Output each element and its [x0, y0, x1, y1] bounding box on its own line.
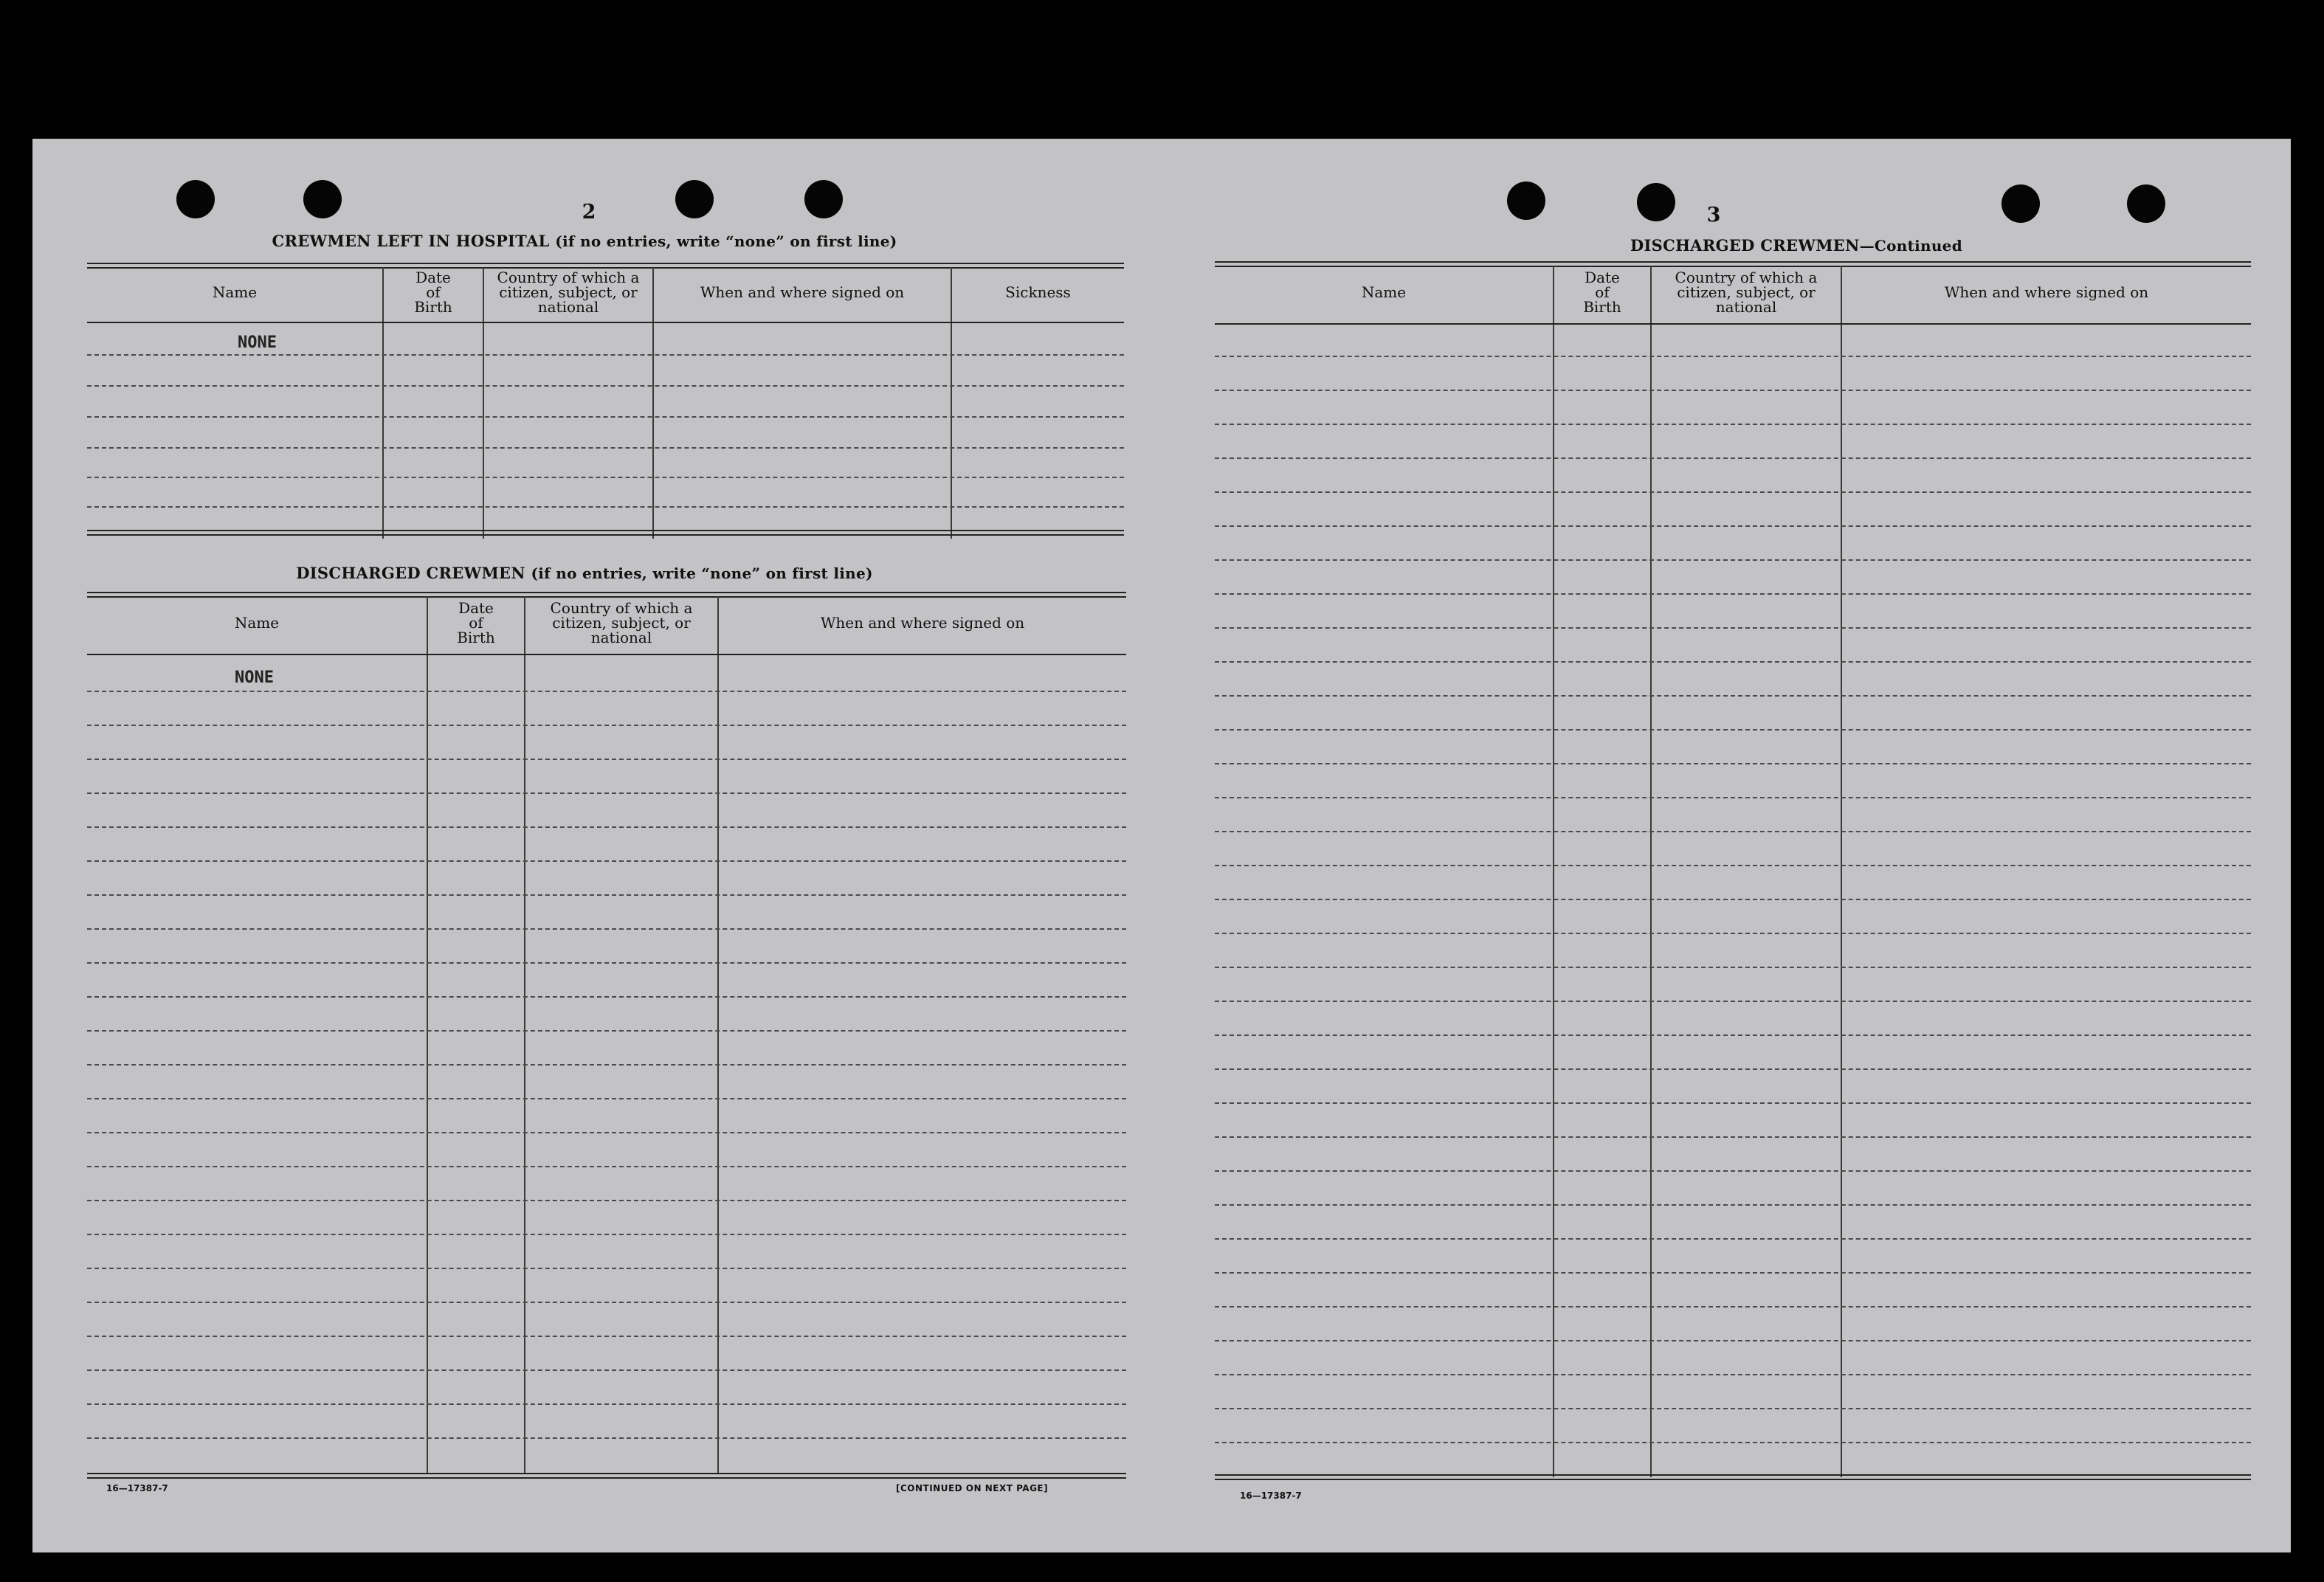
entry-line — [87, 1437, 1126, 1439]
column-header: Date of Birth — [414, 269, 452, 316]
entry-line — [87, 725, 1126, 726]
table-bottom-rule — [87, 1477, 1126, 1479]
entry-line — [87, 691, 1126, 692]
column-header: Country of which a citizen, subject, or national — [497, 269, 640, 316]
entry-line — [1215, 865, 2251, 866]
entry-line — [87, 826, 1126, 828]
entry-line — [87, 1234, 1126, 1235]
table-bottom-rule — [87, 530, 1124, 531]
hospital-table — [87, 263, 1124, 539]
entry-line — [1215, 1102, 2251, 1104]
entry-line — [1215, 763, 2251, 764]
discharged-continued-table — [1215, 261, 2251, 1483]
entry-line — [1215, 1272, 2251, 1274]
entry-line — [87, 996, 1126, 998]
continued-suffix: —Continued — [1859, 237, 1963, 255]
form-number: 16—17387-7 — [106, 1483, 168, 1493]
header-rule — [87, 322, 1124, 323]
entry-line — [1215, 559, 2251, 561]
entry-line — [87, 447, 1124, 449]
punch-hole — [1637, 183, 1675, 221]
entry-line — [1215, 457, 2251, 459]
entry-line — [87, 1132, 1126, 1133]
punch-hole — [804, 180, 843, 218]
entry-line — [1215, 1442, 2251, 1443]
entry-line — [1215, 1340, 2251, 1341]
entry-line — [1215, 1034, 2251, 1036]
entry-line — [1215, 661, 2251, 663]
column-header: Country of which a citizen, subject, or national — [550, 599, 693, 646]
table-bottom-rule — [1215, 1474, 2251, 1476]
entry-line — [87, 1166, 1126, 1167]
document-sheet — [32, 139, 2291, 1552]
column-header: Name — [1361, 283, 1407, 301]
hospital-title-note: (if no entries, write “none” on first line) — [555, 232, 897, 250]
entry-line — [1215, 1374, 2251, 1375]
entry-line — [1215, 491, 2251, 493]
entry-line — [87, 1098, 1126, 1099]
column-header: Date of Birth — [1583, 269, 1621, 316]
discharged-first-entry: NONE — [235, 669, 274, 687]
column-header: Name — [212, 283, 258, 301]
table-bottom-rule — [87, 534, 1124, 536]
entry-line — [87, 759, 1126, 760]
entry-line — [1215, 797, 2251, 798]
entry-line — [87, 1369, 1126, 1371]
punch-hole — [303, 180, 342, 218]
entry-lines — [87, 592, 1126, 1482]
entry-line — [1215, 356, 2251, 357]
entry-line — [87, 1064, 1126, 1065]
punch-hole — [675, 180, 714, 218]
entry-line — [87, 1302, 1126, 1303]
entry-line — [87, 1336, 1126, 1337]
discharged-title-text: DISCHARGED CREWMEN — [296, 564, 525, 582]
entry-line — [1215, 899, 2251, 900]
entry-line — [1215, 729, 2251, 730]
entry-line — [1215, 1001, 2251, 1002]
table-bottom-rule — [1215, 1479, 2251, 1480]
page-number: 2 — [582, 201, 596, 224]
column-header: Date of Birth — [457, 599, 495, 646]
entry-line — [1215, 593, 2251, 595]
hospital-first-entry: NONE — [238, 334, 277, 352]
continued-note: [CONTINUED ON NEXT PAGE] — [896, 1483, 1049, 1493]
entry-line — [87, 860, 1126, 862]
entry-line — [1215, 424, 2251, 425]
entry-line — [87, 416, 1124, 418]
entry-line — [87, 506, 1124, 508]
column-header: Country of which a citizen, subject, or national — [1675, 269, 1818, 316]
discharged-continued-text: DISCHARGED CREWMEN — [1630, 236, 1860, 255]
entry-line — [1215, 1408, 2251, 1409]
entry-line — [87, 385, 1124, 387]
entry-line — [87, 962, 1126, 964]
entry-line — [87, 1403, 1126, 1405]
hospital-section-title — [272, 232, 897, 250]
entry-line — [1215, 1136, 2251, 1138]
entry-line — [1215, 1068, 2251, 1070]
form-number: 16—17387-7 — [1240, 1491, 1302, 1501]
column-header: Name — [234, 614, 280, 632]
punch-hole — [1507, 182, 1545, 220]
column-header: Sickness — [1005, 283, 1071, 301]
entry-line — [87, 1268, 1126, 1269]
entry-line — [1215, 967, 2251, 968]
entry-line — [87, 1200, 1126, 1201]
discharged-title-note: (if no entries, write “none” on first line) — [531, 564, 873, 582]
entry-line — [1215, 1238, 2251, 1240]
entry-line — [1215, 933, 2251, 934]
entry-line — [1215, 1204, 2251, 1206]
column-header: When and where signed on — [700, 283, 905, 301]
entry-line — [1215, 1170, 2251, 1172]
entry-line — [1215, 831, 2251, 832]
discharged-section-title — [296, 564, 872, 582]
discharged-table — [87, 592, 1126, 1482]
punch-hole — [2127, 184, 2165, 223]
table-bottom-rule — [87, 1473, 1126, 1474]
entry-line — [87, 354, 1124, 356]
punch-hole — [176, 180, 215, 218]
entry-line — [1215, 390, 2251, 391]
entry-line — [1215, 1306, 2251, 1308]
entry-line — [87, 894, 1126, 896]
entry-line — [87, 792, 1126, 794]
hospital-title-text: CREWMEN LEFT IN HOSPITAL — [272, 232, 550, 250]
column-header: When and where signed on — [820, 614, 1025, 632]
entry-line — [87, 1030, 1126, 1032]
discharged-continued-title — [1630, 236, 1962, 255]
column-header: When and where signed on — [1944, 283, 2149, 301]
entry-line — [1215, 695, 2251, 697]
entry-lines — [1215, 261, 2251, 1483]
entry-line — [1215, 627, 2251, 629]
entry-line — [87, 477, 1124, 478]
entry-line — [1215, 525, 2251, 527]
punch-hole — [2001, 184, 2040, 223]
page-number: 3 — [1706, 204, 1721, 227]
entry-line — [87, 928, 1126, 930]
